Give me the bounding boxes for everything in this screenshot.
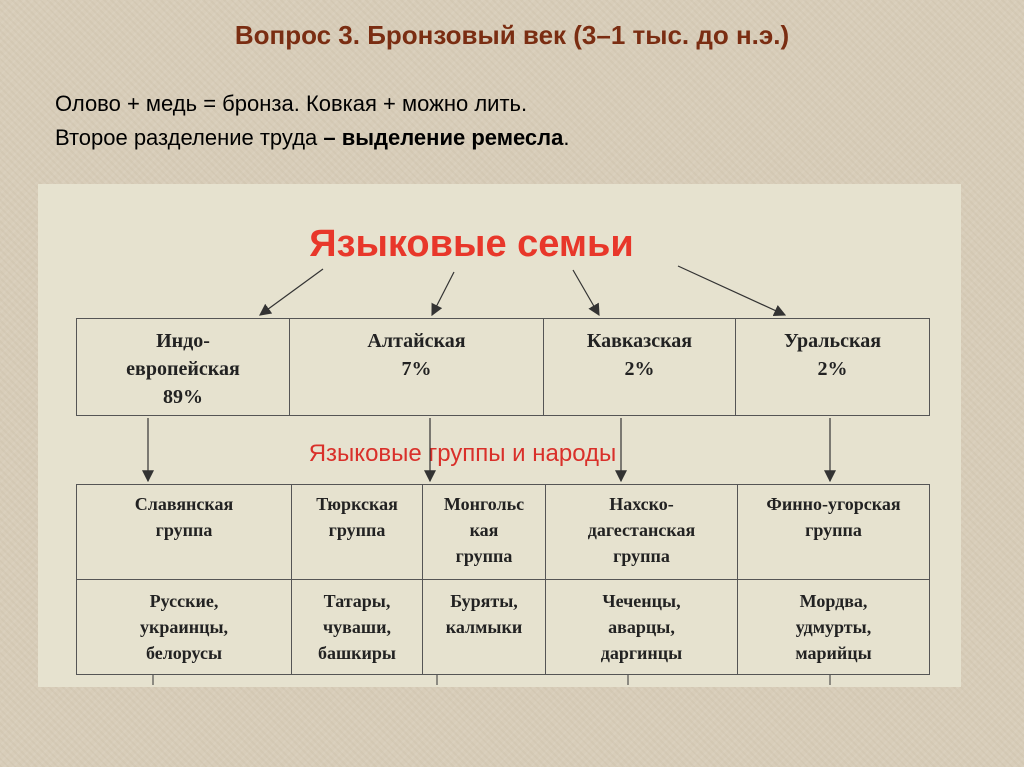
peoples-cell-turkic: Татары, чуваши, башкиры xyxy=(292,580,423,675)
intro-text xyxy=(55,87,570,155)
intro-line-2-bold: – выделение ремесла xyxy=(323,125,564,150)
diagram-panel xyxy=(38,184,961,687)
peoples-cell-mongolic: Буряты, калмыки xyxy=(423,580,546,675)
peoples-cell-nakh-dagestanian: Чеченцы, аварцы, даргинцы xyxy=(546,580,738,675)
family-cell-indo-european: Индо- европейская 89% xyxy=(77,319,290,416)
arrow-to-uralic xyxy=(678,266,785,315)
group-cell-turkic: Тюркская группа xyxy=(292,485,423,580)
group-cell-nakh-dagestanian: Нахско- дагестанская группа xyxy=(546,485,738,580)
intro-line-2 xyxy=(55,121,570,155)
group-cell-slavic: Славянская группа xyxy=(77,485,292,580)
slide-title: Вопрос 3. Бронзовый век (3–1 тыс. до н.э.) xyxy=(234,20,790,50)
group-cell-mongolic: Монгольс кая группа xyxy=(423,485,546,580)
intro-line-2-prefix: Второе разделение труда xyxy=(55,125,324,150)
arrow-to-indo-european xyxy=(260,269,323,315)
peoples-cell-finno-ugric: Мордва, удмурты, марийцы xyxy=(738,580,930,675)
arrow-to-altaic xyxy=(432,272,454,315)
family-cell-caucasian: Кавказская 2% xyxy=(544,319,736,416)
arrow-to-caucasian xyxy=(573,270,599,315)
peoples-cell-slavic: Русские, украинцы, белорусы xyxy=(77,580,292,675)
family-cell-uralic: Уральская 2% xyxy=(736,319,930,416)
intro-line-1: Олово + медь = бронза. Ковкая + можно лить. xyxy=(55,91,528,116)
family-cell-altaic: Алтайская 7% xyxy=(290,319,544,416)
intro-line-2-suffix: . xyxy=(563,125,570,150)
groups-title: Языковые группы и народы xyxy=(308,440,617,467)
connector-arrows xyxy=(38,184,961,687)
group-cell-finno-ugric: Финно-угорская группа xyxy=(738,485,930,580)
families-title: Языковые семьи xyxy=(309,223,634,265)
